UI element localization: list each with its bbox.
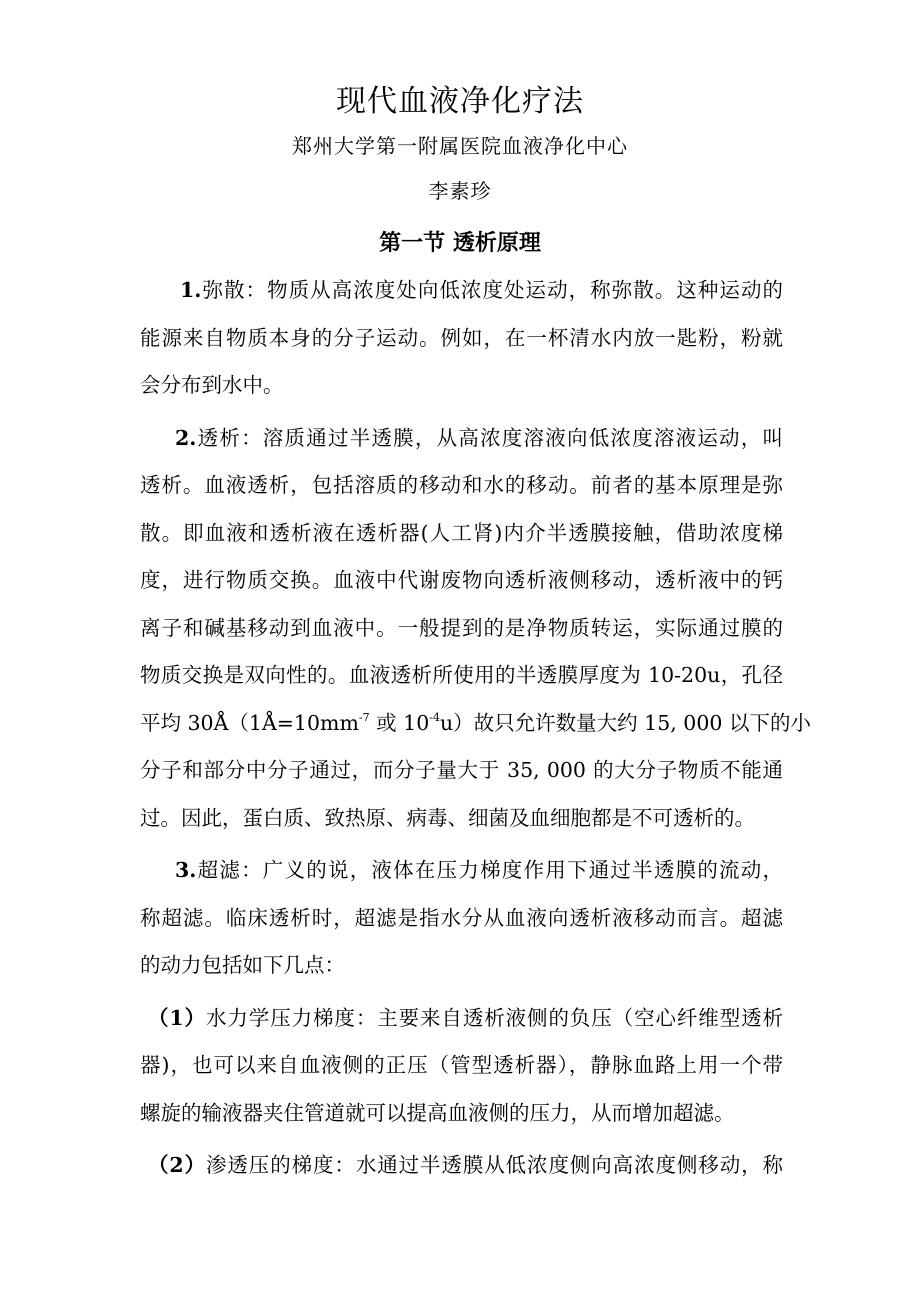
text-run: 称超滤。临床透析时，超滤是指水分从血液向透析液移动而言。超滤 xyxy=(140,905,783,930)
text-run: 平均 30Å（1Å=10mm xyxy=(140,710,359,735)
text-run: 物质交换是双向性的。血液透析所使用的半透膜厚度为 10-20u，孔径 xyxy=(140,663,783,687)
item-number: 3. xyxy=(175,858,197,882)
superscript: -7 xyxy=(358,710,370,724)
text-run: 渗透压的梯度：水通过半透膜从低浓度侧向高浓度侧移动，称 xyxy=(205,1153,784,1177)
item-number: 2. xyxy=(175,425,197,450)
paragraph xyxy=(140,852,783,995)
text-run: 的动力包括如下几点： xyxy=(140,953,345,977)
text-line xyxy=(140,1047,783,1095)
text-line xyxy=(140,1095,783,1143)
text-line xyxy=(140,1000,783,1048)
affiliation: 郑州大学第一附属医院血液净化中心 xyxy=(292,134,628,158)
paragraph xyxy=(140,1147,783,1195)
text-run: 能源来自物质本身的分子运动。例如，在一杯清水内放一匙粉，粉就 xyxy=(140,325,783,350)
text-run: 螺旋的输液器夹住管道就可以提高血液侧的压力，从而增加超滤。 xyxy=(140,1100,735,1125)
text-run: 分子和部分中分子通过，而分子量大于 35, 000 的大分子物质不能通 xyxy=(140,758,783,782)
text-line xyxy=(140,1147,783,1195)
text-line xyxy=(140,515,783,563)
text-run: 超滤：广义的说，液体在压力梯度作用下通过半透膜的流动， xyxy=(196,858,783,882)
text-line xyxy=(140,367,783,415)
text-line xyxy=(140,705,811,753)
text-line xyxy=(140,657,783,705)
item-number: （1） xyxy=(148,1005,206,1030)
text-line xyxy=(140,900,783,948)
text-line xyxy=(140,852,783,900)
text-line xyxy=(140,610,783,658)
item-number: 1. xyxy=(180,278,202,302)
item-number: （2） xyxy=(148,1153,206,1177)
text-run: 离子和碱基移动到血液中。一般提到的是净物质转运，实际通过膜的 xyxy=(140,615,783,640)
text-line xyxy=(140,752,783,800)
text-run: 透析。血液透析，包括溶质的移动和水的移动。前者的基本原理是弥 xyxy=(140,473,783,497)
text-line xyxy=(140,420,783,468)
paragraph xyxy=(140,1000,783,1143)
text-run: 或 10 xyxy=(369,710,430,735)
superscript: -4 xyxy=(429,710,440,724)
text-line xyxy=(140,467,783,515)
text-line xyxy=(140,800,783,848)
text-line xyxy=(140,947,783,995)
text-run: 弥散：物质从高浓度处向低浓度处运动，称弥散。这种运动的 xyxy=(201,278,783,302)
text-run: 度，进行物质交换。血液中代谢废物向透析液侧移动，透析液中的钙 xyxy=(140,568,783,592)
section-heading: 第一节 透析原理 xyxy=(379,230,541,256)
paragraph xyxy=(140,420,811,848)
paragraph xyxy=(140,272,783,415)
text-run: 透析：溶质通过半透膜，从高浓度溶液向低浓度溶液运动，叫 xyxy=(196,425,783,450)
text-line xyxy=(140,320,783,368)
text-run: u）故只允许数量大约 15, 000 以下的小 xyxy=(439,710,811,735)
document-body xyxy=(140,272,811,1200)
text-line xyxy=(140,562,783,610)
document-title: 现代血液净化疗法 xyxy=(336,84,584,119)
author: 李素珍 xyxy=(428,179,492,203)
text-run: 器)，也可以来自血液侧的正压（管型透析器），静脉血路上用一个带 xyxy=(140,1053,783,1077)
text-line xyxy=(140,272,783,320)
text-run: 过。因此，蛋白质、致热原、病毒、细菌及血细胞都是不可透析的。 xyxy=(140,805,755,830)
text-run: 水力学压力梯度：主要来自透析液侧的负压（空心纤维型透析 xyxy=(205,1005,784,1030)
text-run: 会分布到水中。 xyxy=(140,373,284,397)
text-run: 散。即血液和透析液在透析器(人工肾)内介半透膜接触，借助浓度梯 xyxy=(140,520,783,545)
